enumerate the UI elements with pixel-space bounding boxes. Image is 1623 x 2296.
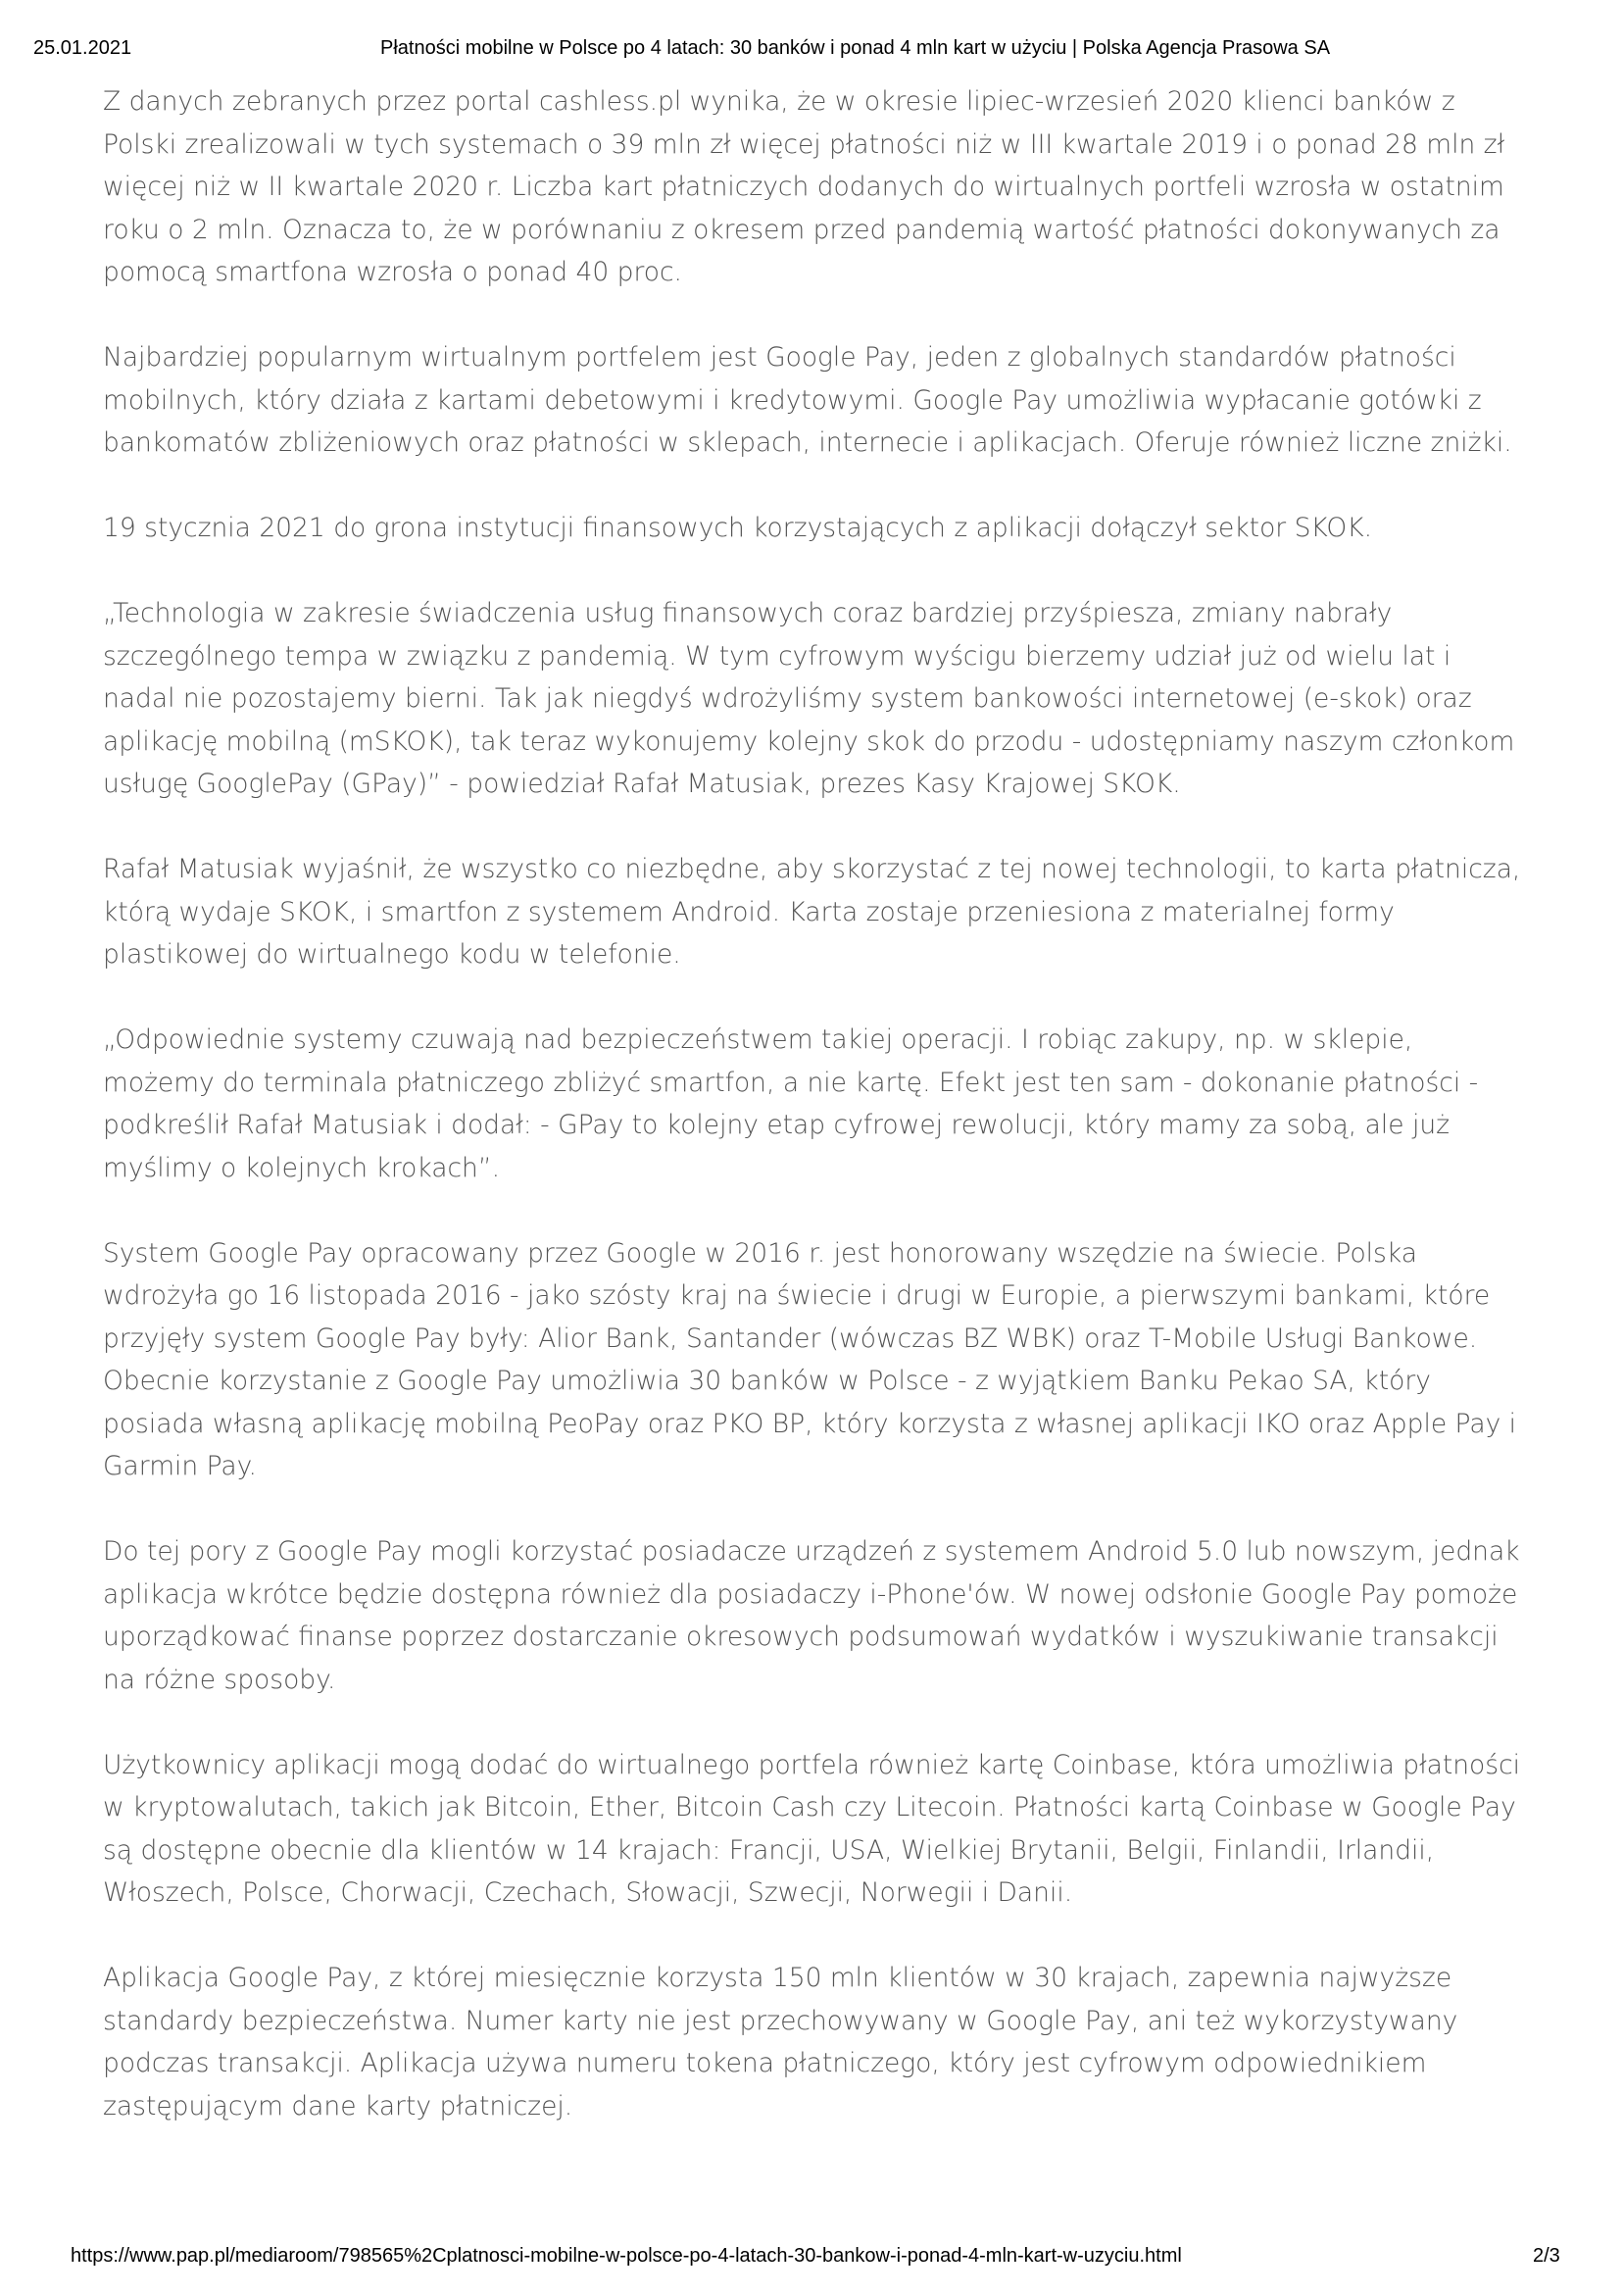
article-paragraph: Do tej pory z Google Pay mogli korzystać posiadacze urządzeń z systemem Android 5.0 lub nowszym, jednak aplikacja wkrótce będzie dostępna również dla posiadaczy i-Phone'ów. W nowej odsłonie Google Pay pomoże uporządkować finanse poprzez dostarczanie okresowych podsumowań wydatków i wyszukiwanie transakcji na różne sposoby.	[103, 1536, 1520, 1695]
article-paragraph: 19 stycznia 2021 do grona instytucji finansowych korzystających z aplikacji dołączył sektor SKOK.	[103, 513, 1373, 543]
article-paragraph: Rafał Matusiak wyjaśnił, że wszystko co niezbędne, aby skorzystać z tej nowej technologii, to karta płatnicza, którą wydaje SKOK, i smartfon z systemem Android. Karta zostaje przeniesiona z materialnej formy plastikowej do wirtualnego kodu w telefonie.	[103, 854, 1521, 970]
print-footer	[0, 2245, 1623, 2274]
article-paragraph: Użytkownicy aplikacji mogą dodać do wirtualnego portfela również kartę Coinbase, która umożliwia płatności w kryptowalutach, takich jak Bitcoin, Ether, Bitcoin Cash czy Litecoin. Płatności kartą Coinbase w Google Pay są dostępne obecnie dla klientów w 14 krajach: Francji, USA, Wielkiej Brytanii, Belgii, Finlandii, Irlandii, Włoszech, Polsce, Chorwacji, Czechach, Słowacji, Szwecji, Norwegii i Danii.	[103, 1749, 1521, 1908]
page-number: 2/3	[1533, 2245, 1560, 2267]
article-paragraph: Aplikacja Google Pay, z której miesięcznie korzysta 150 mln klientów w 30 krajach, zapewnia najwyższe standardy bezpieczeństwa. Numer karty nie jest przechowywany w Google Pay, ani też wykorzystywany podczas transakcji. Aplikacja używa numeru tokena płatniczego, który jest cyfrowym odpowiednikiem zastępującym dane karty płatniczej.	[103, 1963, 1458, 2121]
article-paragraph: „Technologia w zakresie świadczenia usług finansowych coraz bardziej przyśpiesza, zmiany nabrały szczególnego tempa w związku z pandemią. W tym cyfrowym wyścigu bierzemy udział już od wielu lat i nadal nie pozostajemy bierni. Tak jak niegdyś wdrożyliśmy system bankowości internetowej (e-skok) oraz aplikację mobilną (mSKOK), tak teraz wykonujemy kolejny skok do przodu - udostępniamy naszym członkom usługę GooglePay (GPay)” - powiedział Rafał Matusiak, prezes Kasy Krajowej SKOK.	[103, 598, 1515, 799]
article-body	[103, 80, 1524, 2171]
print-url: https://www.pap.pl/mediaroom/798565%2Cplatnosci-mobilne-w-polsce-po-4-latach-30-bankow-i-ponad-4-mln-kart-w-uzyciu.html	[71, 2245, 1182, 2267]
print-page-title: Płatności mobilne w Polsce po 4 latach: 30 banków i ponad 4 mln kart w użyciu | Polska Agencja Prasowa SA	[380, 37, 1331, 59]
print-header	[0, 37, 1623, 67]
article-paragraph: Z danych zebranych przez portal cashless.pl wynika, że w okresie lipiec-wrzesień 2020 klienci banków z Polski zrealizowali w tych systemach o 39 mln zł więcej płatności niż w III kwartale 2019 i o ponad 28 mln zł więcej niż w II kwartale 2020 r. Liczba kart płatniczych dodanych do wirtualnych portfeli wzrosła w ostatnim roku o 2 mln. Oznacza to, że w porównaniu z okresem przed pandemią wartość płatności dokonywanych za pomocą smartfona wzrosła o ponad 40 proc.	[103, 86, 1505, 287]
article-paragraph: System Google Pay opracowany przez Google w 2016 r. jest honorowany wszędzie na świecie. Polska wdrożyła go 16 listopada 2016 - jako szósty kraj na świecie i drugi w Europie, a pierwszymi bankami, które przyjęły system Google Pay były: Alior Bank, Santander (wówczas BZ WBK) oraz T-Mobile Usługi Bankowe. Obecnie korzystanie z Google Pay umożliwia 30 banków w Polsce - z wyjątkiem Banku Pekao SA, który posiada własną aplikację mobilną PeoPay oraz PKO BP, który korzysta z własnej aplikacji IKO oraz Apple Pay i Garmin Pay.	[103, 1237, 1517, 1481]
article-paragraph: Najbardziej popularnym wirtualnym portfelem jest Google Pay, jeden z globalnych standardów płatności mobilnych, który działa z kartami debetowymi i kredytowymi. Google Pay umożliwia wypłacanie gotówki z bankomatów zbliżeniowych oraz płatności w sklepach, internecie i aplikacjach. Oferuje również liczne zniżki.	[103, 342, 1512, 458]
print-date: 25.01.2021	[33, 37, 132, 59]
article-paragraph: „Odpowiednie systemy czuwają nad bezpieczeństwem takiej operacji. I robiąc zakupy, np. w sklepie, możemy do terminala płatniczego zbliżyć smartfon, a nie kartę. Efekt jest ten sam - dokonanie płatności - podkreślił Rafał Matusiak i dodał: - GPay to kolejny etap cyfrowej rewolucji, który mamy za sobą, ale już myślimy o kolejnych krokach”.	[103, 1024, 1479, 1183]
